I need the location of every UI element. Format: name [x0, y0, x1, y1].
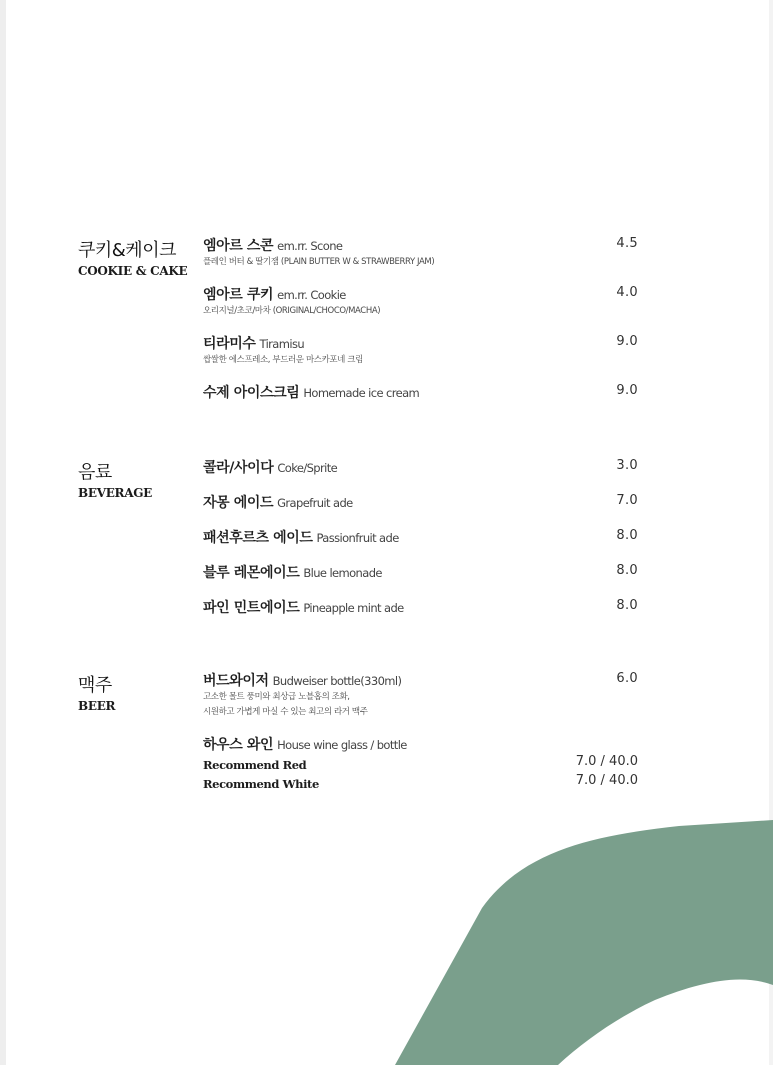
- item-price: 7.0: [616, 493, 638, 508]
- item-price: 8.0: [616, 528, 638, 543]
- wine-row-red: [203, 754, 638, 773]
- item-name-ko: 버드와이저: [203, 673, 269, 689]
- menu-item-budweiser: [203, 671, 638, 720]
- wine-label: Recommend Red: [203, 758, 307, 772]
- menu-item-pineapple-mint-ade: [203, 598, 638, 617]
- section-title-ko: 쿠키&케이크: [78, 240, 176, 261]
- menu-item-grapefruit-ade: [203, 493, 638, 512]
- item-price: 8.0: [616, 563, 638, 578]
- item-description: 시원하고 가볍게 마실 수 있는 최고의 라거 맥주: [203, 707, 368, 717]
- item-description: 고소한 몰트 풍미와 최상급 노블홉의 조화,: [203, 692, 350, 702]
- section-title-en: BEVERAGE: [78, 486, 153, 500]
- item-name-en: Blue lemonade: [303, 566, 382, 580]
- menu-item-tiramisu: [203, 334, 638, 368]
- item-price: 8.0: [616, 598, 638, 613]
- item-name-ko: 엠아르 스콘: [203, 238, 274, 254]
- item-name-ko: 엠아르 쿠키: [203, 287, 274, 303]
- item-price: 3.0: [616, 458, 638, 473]
- item-price: 6.0: [616, 671, 638, 686]
- wine-label: Recommend White: [203, 777, 319, 791]
- item-description: 플레인 버터 & 딸기잼 (PLAIN BUTTER W & STRAWBERRY JAM): [203, 257, 435, 267]
- menu-item-house-wine: [203, 735, 638, 754]
- item-name-en: Tiramisu: [259, 337, 305, 351]
- menu-item-ice-cream: [203, 383, 638, 402]
- menu-item-scone: [203, 236, 638, 270]
- item-name-en: em.rr. Cookie: [277, 288, 346, 302]
- section-title-en: BEER: [78, 699, 116, 713]
- item-name-ko: 자몽 에이드: [203, 495, 274, 511]
- item-name-en: House wine glass / bottle: [277, 738, 407, 752]
- item-name-ko: 콜라/사이다: [203, 460, 274, 476]
- item-name-ko: 패션후르츠 에이드: [203, 530, 313, 546]
- item-name-ko: 블루 레몬에이드: [203, 565, 300, 581]
- item-price: 4.5: [616, 236, 638, 251]
- wine-price: 7.0 / 40.0: [575, 773, 638, 788]
- item-name-en: Pineapple mint ade: [303, 601, 404, 615]
- item-name-ko: 하우스 와인: [203, 737, 274, 753]
- section-title-en: COOKIE & CAKE: [78, 264, 188, 278]
- wine-row-white: [203, 773, 638, 792]
- item-description: 쌉쌀한 에스프레소, 부드러운 마스카포네 크림: [203, 355, 363, 365]
- item-name-en: Passionfruit ade: [316, 531, 399, 545]
- section-title-ko: 음료: [78, 462, 112, 483]
- wine-price: 7.0 / 40.0: [575, 754, 638, 769]
- item-description: 오리지널/초코/마차 (ORIGINAL/CHOCO/MACHA): [203, 306, 381, 316]
- green-arc-shape: [395, 820, 773, 1065]
- item-name-en: Homemade ice cream: [303, 386, 420, 400]
- item-price: 9.0: [616, 383, 638, 398]
- item-price: 4.0: [616, 285, 638, 300]
- item-name-en: Budweiser bottle(330ml): [272, 674, 402, 688]
- item-name-en: Coke/Sprite: [277, 461, 338, 475]
- menu-item-passionfruit-ade: [203, 528, 638, 547]
- menu-item-blue-lemonade: [203, 563, 638, 582]
- section-title-ko: 맥주: [78, 675, 112, 696]
- item-price: 9.0: [616, 334, 638, 349]
- item-name-en: em.rr. Scone: [277, 239, 343, 253]
- item-name-ko: 티라미수: [203, 336, 256, 352]
- menu-item-cookie: [203, 285, 638, 319]
- menu-item-coke-sprite: [203, 458, 638, 477]
- item-name-en: Grapefruit ade: [277, 496, 353, 510]
- item-name-ko: 수제 아이스크림: [203, 385, 300, 401]
- item-name-ko: 파인 민트에이드: [203, 600, 300, 616]
